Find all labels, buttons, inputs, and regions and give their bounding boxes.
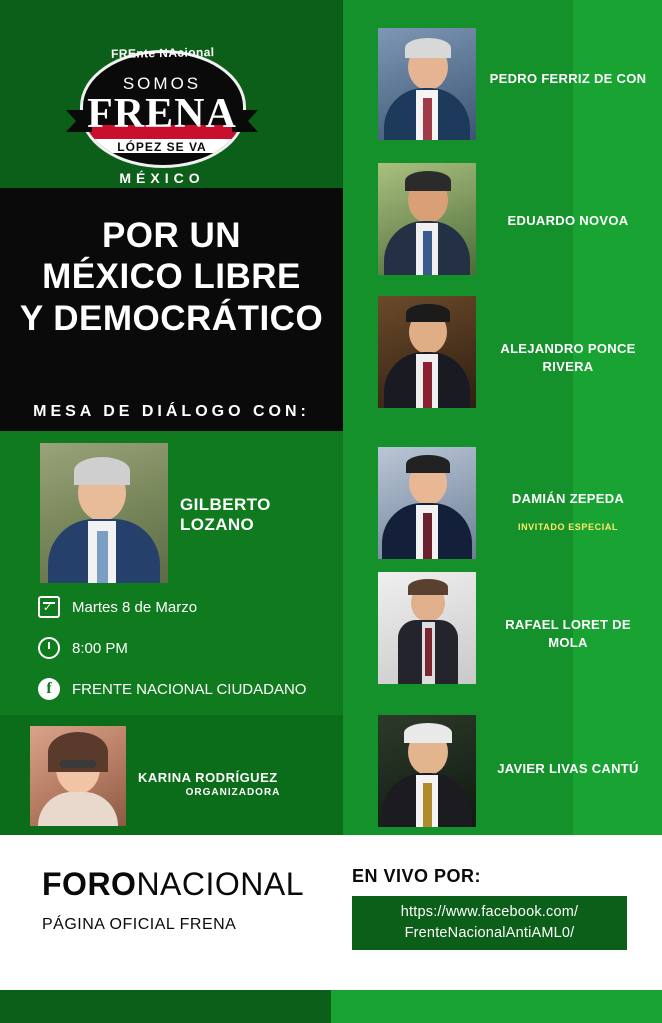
- event-channel-text: FRENTE NACIONAL CIUDADANO: [72, 680, 307, 698]
- foro-bold-text: FORO: [42, 866, 137, 902]
- logo-somos-text: SOMOS: [122, 74, 202, 93]
- mesa-de-dialogo-label: MESA DE DIÁLOGO CON:: [33, 403, 310, 420]
- pedro-ferriz-de-con-photo: [378, 28, 476, 140]
- background-bottom-bar-right: [331, 990, 662, 1023]
- logo-lopez-text: LÓPEZ SE VA: [117, 140, 207, 154]
- en-vivo-label: EN VIVO POR:: [352, 866, 482, 886]
- main-speaker-name: GILBERTO LOZANO: [180, 495, 271, 534]
- event-info-channel[interactable]: [38, 678, 338, 700]
- foro-light-text: NACIONAL: [136, 866, 305, 902]
- event-time-text: 8:00 PM: [72, 639, 128, 657]
- speaker-name-3: ALEJANDRO PONCE RIVERA: [500, 341, 636, 374]
- facebook-url-box[interactable]: [352, 896, 627, 950]
- facebook-url-line-1: https://www.facebook.com/: [400, 903, 579, 920]
- headline: [0, 215, 343, 339]
- karina-rodriguez-photo: [30, 726, 126, 826]
- eduardo-novoa-photo: [378, 163, 476, 275]
- rafael-loret-de-mola-photo: [378, 572, 476, 684]
- logo-arc-text: FREnte NAcional: [110, 45, 215, 61]
- headline-line-1: POR UN: [101, 216, 242, 255]
- event-info-time: [38, 637, 338, 659]
- damian-zepeda-photo: [378, 447, 476, 559]
- foro-subtitle: PÁGINA OFICIAL FRENA: [42, 916, 237, 933]
- facebook-icon[interactable]: f: [38, 678, 60, 700]
- event-date-text: Martes 8 de Marzo: [72, 598, 198, 616]
- speaker-name-6: JAVIER LIVAS CANTÚ: [497, 761, 639, 776]
- organizer-role: ORGANIZADORA: [185, 787, 281, 798]
- speaker-name-4: DAMIÁN ZEPEDA: [511, 491, 625, 506]
- organizer-name: KARINA RODRÍGUEZ: [138, 770, 278, 785]
- headline-line-3: Y DEMOCRÁTICO: [19, 298, 324, 338]
- speaker-name-1: PEDRO FERRIZ DE CON: [489, 71, 647, 86]
- clock-icon: [38, 637, 60, 659]
- javier-livas-cantu-photo: [378, 715, 476, 827]
- alejandro-ponce-rivera-photo: [378, 296, 476, 408]
- gilberto-lozano-photo: [40, 443, 168, 583]
- headline-line-2: MÉXICO LIBRE: [42, 257, 301, 297]
- facebook-url-line-2: FrenteNacionalAntiAML0/: [404, 925, 575, 941]
- speaker-name-5: RAFAEL LORET DE MOLA: [505, 617, 631, 650]
- foro-nacional-title: [42, 866, 304, 903]
- frena-logo: [62, 28, 262, 193]
- speaker-subtitle-4: INVITADO ESPECIAL: [517, 522, 619, 532]
- logo-mexico-text: MÉXICO: [119, 170, 205, 186]
- logo-frena-text: FRENA: [87, 91, 237, 137]
- speaker-name-2: EDUARDO NOVOA: [507, 213, 629, 228]
- event-info-date: [38, 596, 338, 618]
- event-info-list: [38, 596, 338, 719]
- calendar-icon: [38, 596, 60, 618]
